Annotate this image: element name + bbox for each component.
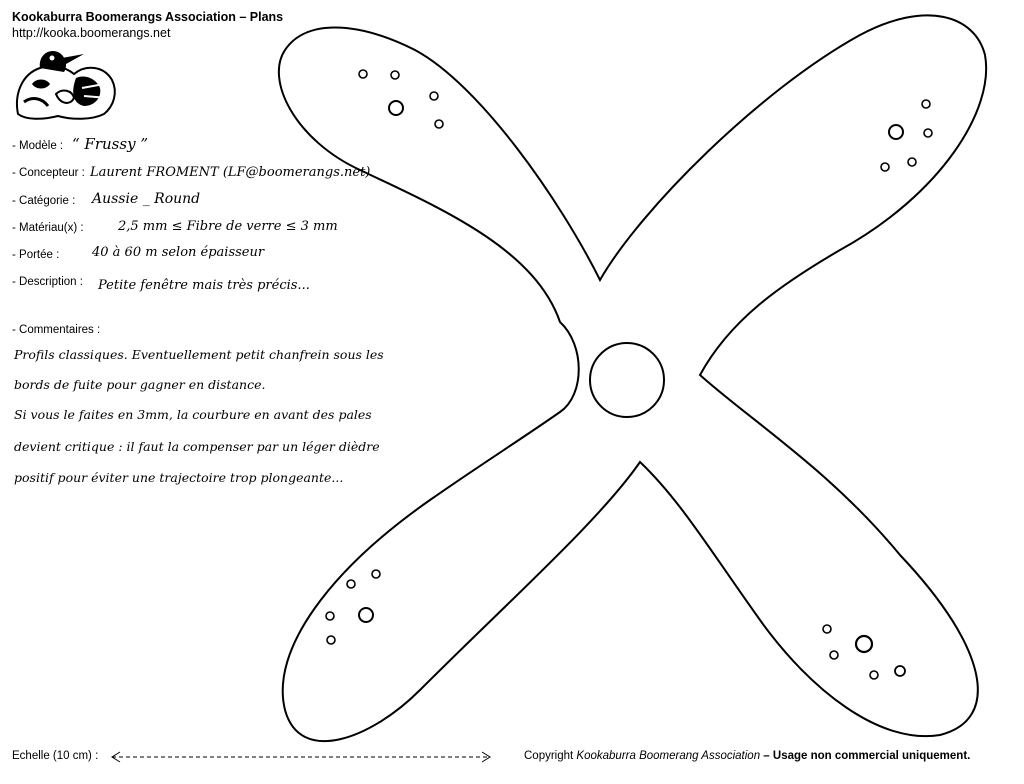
range-value: 40 à 60 m selon épaisseur [92, 245, 265, 260]
copyright-org: Kookaburra Boomerang Association [576, 750, 761, 762]
comments-label: - Commentaires : [12, 324, 101, 336]
plan-header-title: Kookaburra Boomerangs Association – Plans [12, 10, 284, 24]
comment-line: Si vous le faites en 3mm, la courbure en avant des pales [14, 407, 372, 422]
comment-line: Profils classiques. Eventuellement petit chanfrein sous les [14, 347, 384, 362]
plan-header-url: http://kooka.boomerangs.net [12, 26, 171, 40]
category-value: Aussie _ Round [92, 191, 201, 207]
comment-line: devient critique : il faut la compenser par un léger dièdre [14, 439, 380, 454]
model-value: “ Frussy ” [72, 135, 148, 153]
model-label: - Modèle : [12, 140, 64, 152]
boomerang-outline [279, 15, 986, 741]
category-label: - Catégorie : [12, 195, 76, 207]
description-label: - Description : [12, 276, 83, 288]
comment-line: bords de fuite pour gagner en distance. [14, 377, 266, 392]
copyright-notice [524, 750, 970, 762]
description-value: Petite fenêtre mais très précis... [98, 278, 310, 293]
material-value: 2,5 mm ≤ Fibre de verre ≤ 3 mm [118, 219, 338, 234]
designer-value: Laurent FROMENT (LF@boomerangs.net) [90, 165, 371, 180]
material-label: - Matériau(x) : [12, 222, 84, 234]
scale-label: Echelle (10 cm) : [12, 750, 99, 762]
designer-label: - Concepteur : [12, 167, 85, 179]
center-hole [590, 343, 664, 417]
range-label: - Portée : [12, 249, 60, 261]
copyright-prefix: Copyright [524, 750, 577, 762]
copyright-suffix: – Usage non commercial uniquement. [760, 750, 971, 762]
comment-line: positif pour éviter une trajectoire trop plongeante... [14, 470, 344, 485]
